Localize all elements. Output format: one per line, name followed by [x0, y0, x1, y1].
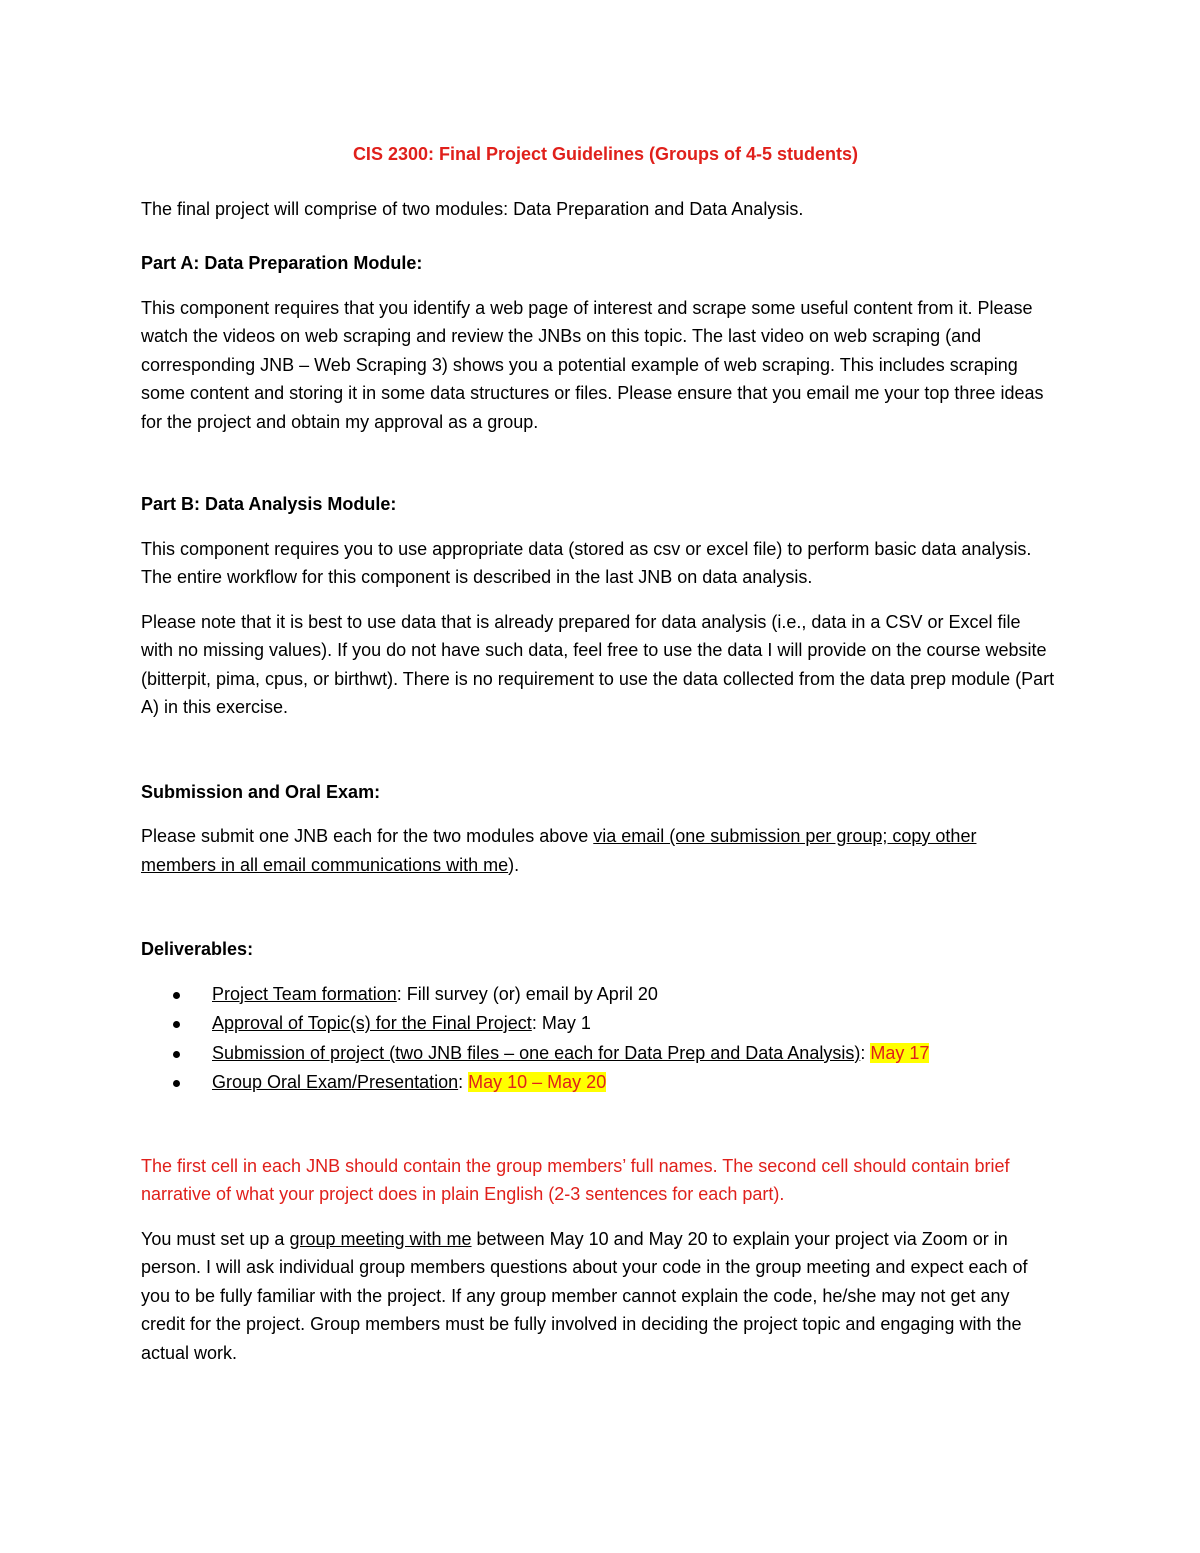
deliverable-label: Project Team formation [212, 983, 397, 1004]
deliverables-list [141, 980, 1056, 1098]
deliverable-item [141, 1068, 1056, 1098]
part-b-body-1: This component requires you to use appropriate data (stored as csv or excel file) to perform basic data analysis. The entire workflow for this component is described in the last JNB on data analysis. [141, 538, 1032, 587]
deliverable-label: Approval of Topic(s) for the Final Project [212, 1013, 532, 1034]
submission-text-after: ). [508, 854, 520, 875]
submission-body [141, 822, 1056, 879]
deliverable-sep: : [458, 1072, 469, 1093]
closing-paragraph [141, 1225, 1056, 1368]
deliverable-value-highlighted: May 17 [870, 1042, 930, 1063]
part-a-heading: Part A: Data Preparation Module: [141, 253, 423, 273]
deliverable-label: Submission of project (two JNB files – one each for Data Prep and Data Analysis) [212, 1042, 861, 1063]
deliverable-item [141, 1009, 1056, 1039]
document-page [141, 140, 1056, 1367]
submission-heading: Submission and Oral Exam: [141, 781, 381, 802]
deliverable-value-highlighted: May 10 – May 20 [468, 1072, 607, 1093]
deliverable-item [141, 1039, 1056, 1069]
document-title: CIS 2300: Final Project Guidelines (Groups of 4-5 students) [352, 144, 859, 164]
deliverable-value: Fill survey (or) email by April 20 [406, 983, 658, 1004]
bullet-icon [173, 1051, 180, 1058]
submission-underlined: via email (one submission per group; copy other members in all email communications with me [141, 826, 977, 875]
part-b-heading: Part B: Data Analysis Module: [141, 494, 397, 514]
bullet-icon [173, 1080, 180, 1087]
submission-text-before: Please submit one JNB each for the two modules above [141, 826, 594, 846]
intro-paragraph: The final project will comprise of two modules: Data Preparation and Data Analysis. [141, 198, 804, 219]
deliverable-label: Group Oral Exam/Presentation [212, 1072, 459, 1093]
deliverables-heading: Deliverables: [141, 939, 254, 959]
part-b-body-2: Please note that it is best to use data that is already prepared for data analysis (i.e., data in a CSV or Excel file with no missing values). If you do not have such data, feel free to use the data I will provide on the course website (bitterpit, pima, cpus, or birthwt). There is no requirement to use the data collected from the data prep module (Part A) in this exercise. [141, 611, 1055, 717]
bullet-icon [173, 1021, 180, 1028]
closing-text-before: You must set up a [141, 1228, 290, 1249]
deliverable-item [141, 980, 1056, 1010]
part-a-body: This component requires that you identify a web page of interest and scrape some useful content from it. Please watch the videos on web scraping and review the JNBs on this topic. The last video on web scraping (and corresponding JNB – Web Scraping 3) shows you a potential example of web scraping. This includes scraping some content and storing it in some data structures or files. Please ensure that you email me your top three ideas for the project and obtain my approval as a group. [141, 297, 1044, 432]
deliverable-sep: : [531, 1013, 542, 1034]
bullet-icon [173, 992, 180, 999]
closing-underlined: group meeting with me [289, 1228, 472, 1249]
deliverable-sep: : [860, 1042, 871, 1063]
deliverable-value: May 1 [541, 1013, 591, 1034]
deliverable-sep: : [396, 983, 407, 1004]
closing-text-after: between May 10 and May 20 to explain your project via Zoom or in person. I will ask individual group members questions about your code in the group meeting and expect each of you to be fully familiar with the project. If any group member cannot explain the code, he/she may not get any credit for the project. Group members must be fully involved in deciding the project topic and engaging with the actual work. [141, 1228, 1028, 1363]
jnb-instructions-note: The first cell in each JNB should contain the group members’ full names. The second cell should contain brief narrative of what your project does in plain English (2-3 sentences for each part). [141, 1155, 1010, 1205]
